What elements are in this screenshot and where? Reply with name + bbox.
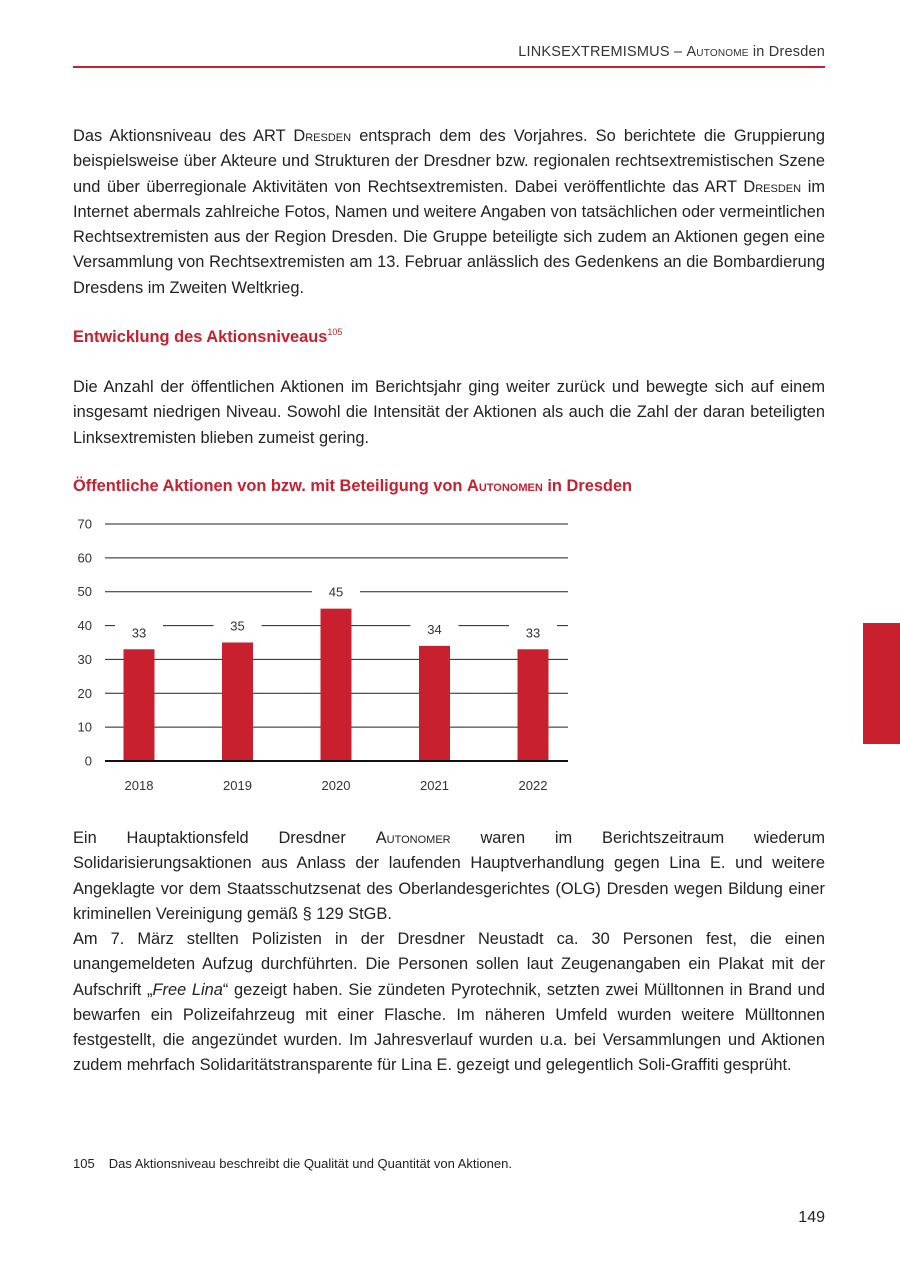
y-tick-label: 10 <box>77 719 92 735</box>
section-heading-text: Entwicklung des Aktionsniveaus <box>73 328 328 346</box>
paragraph-text: entsprach dem des Vorjahres. So berichtete die Gruppierung beispielsweise über Akteure und Strukturen der Dresdner bzw. regionalen rechtsextremistischen Szene und über überregionale Aktivitäten von Rechtsextremisten. Dabei veröffentlichte das ART <box>73 127 825 196</box>
bar-2022 <box>518 649 549 761</box>
group-name-smallcaps: Dresden <box>743 177 802 196</box>
running-header <box>73 44 825 60</box>
y-tick-label: 0 <box>84 753 92 769</box>
x-tick-label-2021: 2021 <box>420 778 449 793</box>
y-tick-label: 20 <box>77 685 92 701</box>
group-name-smallcaps: Dresden <box>293 127 352 145</box>
x-tick-label-2020: 2020 <box>321 778 351 793</box>
bar-2020 <box>321 609 352 761</box>
x-tick-label-2022: 2022 <box>518 778 548 793</box>
footnote-number: 105 <box>73 1156 95 1171</box>
section-heading <box>73 327 342 347</box>
header-title-smallcaps: Autonome <box>686 44 749 60</box>
chart-title-text: Öffentliche Aktionen von bzw. mit Beteiligung von <box>73 477 467 495</box>
y-tick-label: 50 <box>77 584 92 600</box>
x-tick-label-2019: 2019 <box>223 778 252 793</box>
header-title-tail: in Dresden <box>748 44 825 60</box>
paragraph-solidarity-actions <box>73 826 825 927</box>
bar-chart <box>60 510 590 810</box>
paragraph-art-dresden <box>73 124 825 301</box>
paragraph-text: waren im Berichtszeitraum wiederum Solidarisierungsaktionen aus Anlass der laufenden Hauptverhandlung gegen Lina E. und weitere Angeklagte vor dem Staatsschutzsenat des Oberlandesgerichtes (OLG) Dresden wegen Bildung einer kriminellen Vereinigung gemäß § 129 StGB. <box>73 829 825 923</box>
chart-title-smallcaps: Autonomen <box>467 477 543 495</box>
group-name-smallcaps: Autonomer <box>375 829 451 847</box>
bar-2018 <box>124 649 155 761</box>
paragraph-action-level: Die Anzahl der öffentlichen Aktionen im Berichtsjahr ging weiter zurück und bewegte sich auf einem insgesamt niedrigen Niveau. Sowohl die Intensität der Aktionen als auch die Zahl der daran beteiligten Linksextremisten blieben zumeist gering. <box>73 378 825 447</box>
chart-bars <box>124 609 549 761</box>
paragraph-text: “ gezeigt haben. Sie zündeten Pyrotechnik, setzten zwei Mülltonnen in Brand und bewarfen ein Polizeifahrzeug mit einer Flasche. Im näheren Umfeld wurden weitere Mülltonnen festgestellt, die angezündet wurden. Im Jahresverlauf wurden u.a. bei Versammlungen und Aktionen zudem mehrfach Solidaritätstransparente für Lina E. gezeigt und gelegentlich Soli-Graffiti gesprüht. <box>73 980 825 1075</box>
chart-title-tail: in Dresden <box>542 477 633 495</box>
y-tick-label: 30 <box>77 651 92 667</box>
page-number: 149 <box>798 1209 825 1226</box>
data-label-2020: 45 <box>328 584 344 600</box>
paragraph-text: im Internet abermals zahlreiche Fotos, Namen und weitere Angaben von tatsächlichen oder vermeintlichen Rechtsextremisten aus der Region Dresden. Die Gruppe beteiligte sich zudem an Aktionen gegen eine Versammlung von Rechtsextremisten am 13. Februar anlässlich des Gedenkens an die Bombardierung Dresdens im Zweiten Weltkrieg. <box>73 177 825 297</box>
data-label-2022: 33 <box>525 625 541 641</box>
paragraph-text: Das Aktionsniveau des ART <box>73 127 294 145</box>
bar-2021 <box>419 646 450 761</box>
y-tick-label: 40 <box>77 618 92 634</box>
paragraph-text: Am 7. März stellten Polizisten in der Dresdner Neustadt ca. 30 Personen fest, die einen unangemeldeten Aufzug durchführten. Die Personen sollen laut Zeugenangaben ein Plakat mit der Aufschrift „ <box>73 930 825 999</box>
x-tick-label-2018: 2018 <box>124 778 154 793</box>
paragraph-text: Ein Hauptaktionsfeld Dresdner <box>73 829 376 847</box>
data-label-2019: 35 <box>230 618 245 634</box>
footnote-text: Das Aktionsniveau beschreibt die Qualität und Quantität von Aktionen. <box>108 1156 512 1171</box>
paragraph-march-event <box>73 927 825 1079</box>
emphasis-text: Free Lina <box>152 980 223 999</box>
y-tick-label: 70 <box>77 516 92 532</box>
footnote <box>73 1156 512 1171</box>
bar-2019 <box>222 643 253 762</box>
footnote-reference[interactable]: 105 <box>327 327 343 337</box>
y-tick-label: 60 <box>77 550 92 566</box>
chapter-side-tab <box>863 623 900 744</box>
header-rule <box>73 66 825 68</box>
header-title: LINKSEXTREMISMUS – <box>518 44 687 60</box>
data-label-2021: 34 <box>427 621 442 637</box>
data-label-2018: 33 <box>131 625 147 641</box>
chart-title <box>73 477 632 496</box>
